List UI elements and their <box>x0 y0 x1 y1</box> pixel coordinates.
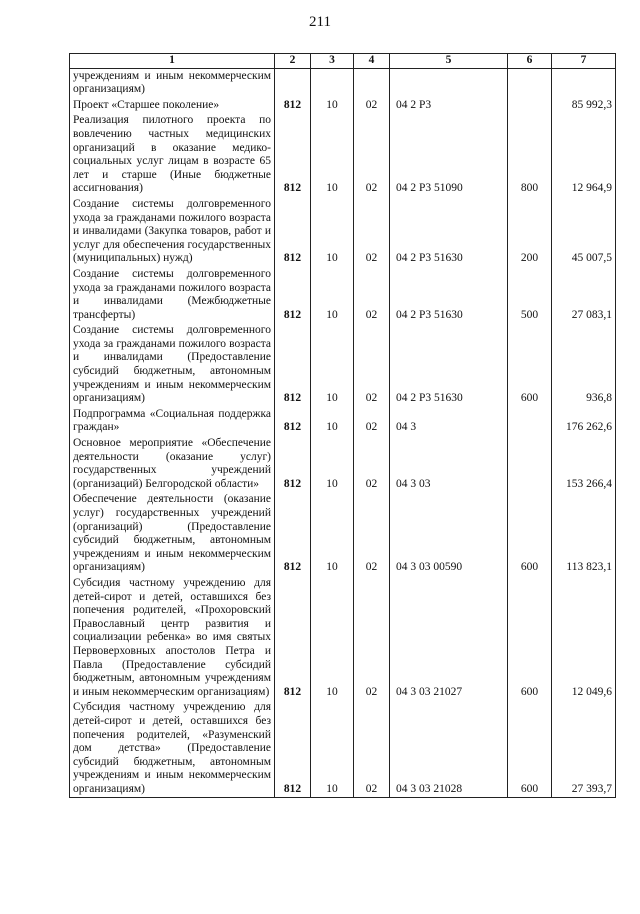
table-row <box>70 492 616 576</box>
row-name: Создание системы долговременного ухода за гражданами пожилого возраста и инвалидами (Закупка товаров, работ и услуг для обеспечения государственных (муниципальных) нужд) <box>70 197 275 267</box>
col-header-7: 7 <box>552 54 616 69</box>
subsection-code: 02 <box>354 407 390 436</box>
target-article: 04 2 Р3 51090 <box>390 113 508 197</box>
ministry-code: 812 <box>275 436 311 492</box>
row-name: Подпрограмма «Социальная поддержка граждан» <box>70 407 275 436</box>
section-code: 10 <box>311 267 354 323</box>
expense-type <box>508 407 552 436</box>
table-row <box>70 267 616 323</box>
section-code: 10 <box>311 436 354 492</box>
col-header-2: 2 <box>275 54 311 69</box>
target-article: 04 3 03 <box>390 436 508 492</box>
ministry-code: 812 <box>275 492 311 576</box>
target-article: 04 3 03 00590 <box>390 492 508 576</box>
section-code: 10 <box>311 197 354 267</box>
target-article: 04 2 Р3 <box>390 98 508 114</box>
row-name: Основное мероприятие «Обеспечение деятельности (оказание услуг) государственных учреждений (организаций) Белгородской области» <box>70 436 275 492</box>
subsection-code: 02 <box>354 267 390 323</box>
table-row <box>70 197 616 267</box>
section-code: 10 <box>311 323 354 407</box>
subsection-code: 02 <box>354 323 390 407</box>
amount: 85 992,3 <box>552 98 616 114</box>
page-number: 211 <box>309 14 331 30</box>
ministry-code: 812 <box>275 113 311 197</box>
table-row <box>70 700 616 798</box>
ministry-code <box>275 68 311 98</box>
expense-type: 500 <box>508 267 552 323</box>
ministry-code: 812 <box>275 576 311 700</box>
ministry-code: 812 <box>275 267 311 323</box>
section-code: 10 <box>311 576 354 700</box>
subsection-code: 02 <box>354 576 390 700</box>
amount: 27 083,1 <box>552 267 616 323</box>
expense-type: 600 <box>508 700 552 798</box>
ministry-code: 812 <box>275 98 311 114</box>
row-name: Создание системы долговременного ухода за гражданами пожилого возраста и инвалидами (Предоставление субсидий бюджетным, автономным учреждениям и иным некоммерческим организациям) <box>70 323 275 407</box>
amount: 176 262,6 <box>552 407 616 436</box>
ministry-code: 812 <box>275 700 311 798</box>
section-code <box>311 68 354 98</box>
section-code: 10 <box>311 113 354 197</box>
subsection-code <box>354 68 390 98</box>
amount: 45 007,5 <box>552 197 616 267</box>
col-header-1: 1 <box>70 54 275 69</box>
amount <box>552 68 616 98</box>
header-row <box>70 54 616 69</box>
amount: 936,8 <box>552 323 616 407</box>
amount: 113 823,1 <box>552 492 616 576</box>
table-row <box>70 68 616 98</box>
subsection-code: 02 <box>354 436 390 492</box>
subsection-code: 02 <box>354 98 390 114</box>
col-header-5: 5 <box>390 54 508 69</box>
ministry-code: 812 <box>275 407 311 436</box>
row-name: Субсидия частному учреждению для детей-сирот и детей, оставшихся без попечения родителей, «Прохоровский Православный центр развития и социализации ребенка» во имя святых Первоверховных апостолов Петра и Павла (Предоставление субсидий бюджетным, автономным учреждениям и иным некоммерческим организациям) <box>70 576 275 700</box>
section-code: 10 <box>311 407 354 436</box>
subsection-code: 02 <box>354 492 390 576</box>
expense-type: 800 <box>508 113 552 197</box>
table-row <box>70 113 616 197</box>
target-article: 04 2 Р3 51630 <box>390 197 508 267</box>
target-article <box>390 68 508 98</box>
subsection-code: 02 <box>354 700 390 798</box>
target-article: 04 3 03 21027 <box>390 576 508 700</box>
target-article: 04 3 <box>390 407 508 436</box>
row-name: Обеспечение деятельности (оказание услуг) государственных учреждений (организаций) (Предоставление субсидий бюджетным, автономным учреждениям и иным некоммерческим организациям) <box>70 492 275 576</box>
table-row <box>70 407 616 436</box>
table-row <box>70 436 616 492</box>
amount: 12 049,6 <box>552 576 616 700</box>
ministry-code: 812 <box>275 197 311 267</box>
subsection-code: 02 <box>354 113 390 197</box>
col-header-3: 3 <box>311 54 354 69</box>
expense-type: 600 <box>508 323 552 407</box>
table-row <box>70 98 616 114</box>
row-name: Создание системы долговременного ухода за гражданами пожилого возраста и инвалидами (Межбюджетные трансферты) <box>70 267 275 323</box>
amount: 153 266,4 <box>552 436 616 492</box>
row-name: Субсидия частному учреждению для детей-сирот и детей, оставшихся без попечения родителей, «Разуменский дом детства» (Предоставление субсидий бюджетным, автономным учреждениям и иным некоммерческим организациям) <box>70 700 275 798</box>
row-name: Проект «Старшее поколение» <box>70 98 275 114</box>
target-article: 04 2 Р3 51630 <box>390 267 508 323</box>
expense-type <box>508 98 552 114</box>
amount: 27 393,7 <box>552 700 616 798</box>
amount: 12 964,9 <box>552 113 616 197</box>
row-name: учреждениям и иным некоммерческим организациям) <box>70 68 275 98</box>
ministry-code: 812 <box>275 323 311 407</box>
table-row <box>70 576 616 700</box>
col-header-4: 4 <box>354 54 390 69</box>
section-code: 10 <box>311 492 354 576</box>
expense-type: 600 <box>508 576 552 700</box>
budget-table <box>69 53 616 798</box>
col-header-6: 6 <box>508 54 552 69</box>
target-article: 04 2 Р3 51630 <box>390 323 508 407</box>
section-code: 10 <box>311 700 354 798</box>
subsection-code: 02 <box>354 197 390 267</box>
table-row <box>70 323 616 407</box>
row-name: Реализация пилотного проекта по вовлечению частных медицинских организаций в оказание медико-социальных услуг лицам в возрасте 65 лет и старше (Иные бюджетные ассигнования) <box>70 113 275 197</box>
expense-type <box>508 436 552 492</box>
section-code: 10 <box>311 98 354 114</box>
target-article: 04 3 03 21028 <box>390 700 508 798</box>
expense-type: 200 <box>508 197 552 267</box>
expense-type: 600 <box>508 492 552 576</box>
expense-type <box>508 68 552 98</box>
